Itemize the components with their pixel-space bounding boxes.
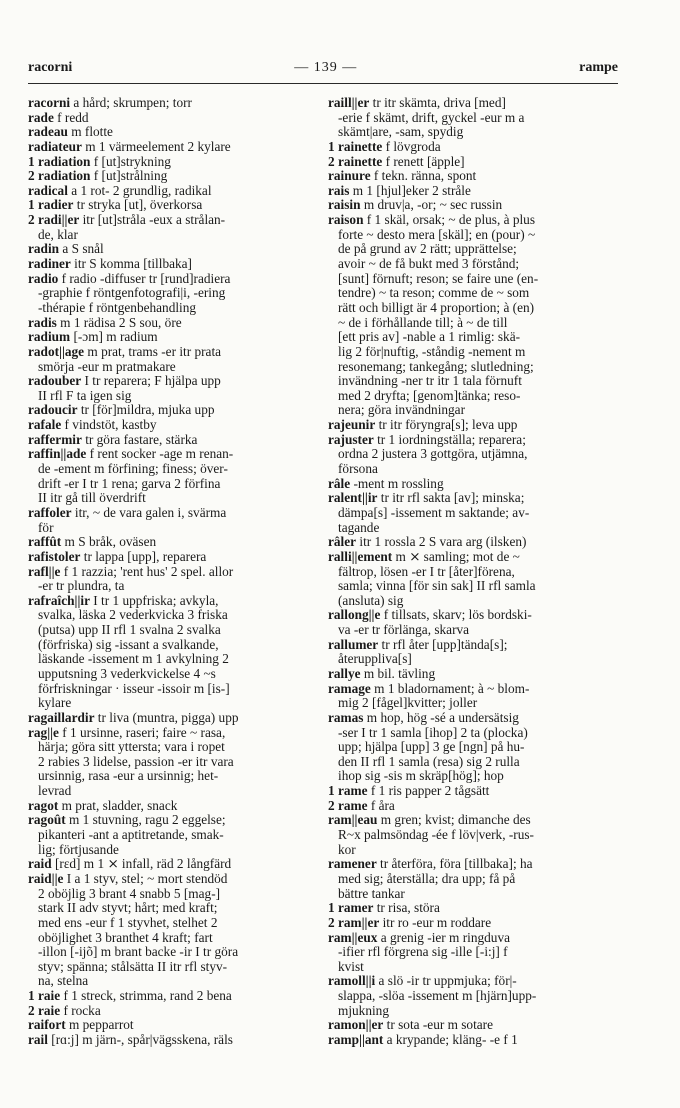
entry-line: [sunt] förnuft; reson; se faire une (en- (338, 271, 539, 286)
entry-line: raffin||ade f rent socker -age m renan- (28, 447, 234, 462)
entry-line: med 2 dryfta; [genom]tänka; reso- (338, 388, 521, 403)
entry-line: -erie f skämt, drift, gyckel -eur m a (338, 110, 525, 125)
entry-line: radot||age m prat, trams -er itr prata (28, 344, 222, 359)
entry-line: rallye m bil. tävling (328, 666, 436, 681)
entry-line: radis m 1 rädisa 2 S sou, öre (28, 315, 182, 330)
entry-line: raffoler itr, ~ de vara galen i, svärma (28, 505, 227, 520)
entry-line: radouber I tr reparera; F hjälpa upp (28, 374, 221, 389)
page-header (28, 58, 618, 78)
entry-line: mig 2 [fågel]kvitter; joller (338, 696, 478, 711)
entry-line: ramener tr återföra, föra [tillbaka]; ha (328, 857, 533, 872)
entry-line: de -ement m förfining; finess; över- (38, 462, 228, 477)
entry-line: avoir ~ de få bukt med 3 förstånd; (338, 257, 520, 272)
entry-line: ralent||ir tr itr rfl sakta [av]; minska; (328, 491, 525, 506)
entry-line: drift -er I tr 1 rena; garva 2 förfina (38, 476, 221, 491)
entry-line: bättre tankar (338, 886, 405, 901)
entry-line: 2 ram||er itr ro -eur m roddare (328, 915, 492, 930)
entry-line: radin a S snål (28, 242, 104, 257)
entry-line: ramon||er tr sota -eur m sotare (328, 1018, 494, 1033)
entry-line: ralli||ement m ⨯ samling; mot de ~ (328, 549, 520, 564)
entry-line: rade f redd (28, 110, 89, 125)
entry-line: härja; göra sitt yttersta; vara i ropet (38, 740, 225, 755)
entry-line: 2 rainette f renett [äpple] (328, 154, 465, 169)
entry-line: läskande -issement m 1 avkylning 2 (38, 652, 229, 667)
entry-line: 1 raie f 1 streck, strimma, rand 2 bena (28, 989, 232, 1004)
entry-line: smörja -eur m pratmakare (38, 359, 176, 374)
entry-line: försona (338, 462, 378, 477)
entry-line: styv; spänna; stålsätta II itr rfl styv- (38, 959, 228, 974)
entry-line: na, stelna (38, 974, 89, 989)
entry-line: 1 radier tr stryka [ut], överkorsa (28, 198, 203, 213)
entry-line: radical a 1 rot- 2 grundlig, radikal (28, 183, 212, 198)
page-number: — 139 — (294, 60, 358, 75)
entry-line: -er tr plundra, ta (38, 579, 125, 594)
entry-line: samla; vinna [för sin sak] II rfl samla (338, 579, 536, 594)
entry-line: -thérapie f röntgenbehandling (38, 300, 197, 315)
entry-line: ihop sig -sis m skräp[hög]; hop (338, 769, 504, 784)
entry-line: ~ de i förhållande till; à ~ de till (338, 315, 508, 330)
entry-line: slappa, -slöa -issement m [hjärn]upp- (338, 989, 537, 1004)
entry-line: 2 rame f åra (328, 798, 395, 813)
entry-line: ramas m hop, hög -sé a undersätsig (328, 710, 519, 725)
entry-line: förfriskningar · isseur -issoir m [is-] (38, 681, 230, 696)
entry-line: radoucir tr [för]mildra, mjuka upp (28, 403, 215, 418)
entry-line: 2 rabies 3 lidelse, passion -er itr vara (38, 754, 234, 769)
entry-line: de på grund av 2 rätt; upprättelse; (338, 242, 517, 257)
entry-line: rag||e f 1 ursinne, raseri; faire ~ rasa, (28, 725, 226, 740)
entry-line: rafale f vindstöt, kastby (28, 418, 157, 433)
entry-line: 2 radiation f [ut]strålning (28, 169, 168, 184)
entry-line: kor (338, 842, 356, 857)
entry-line: (ansluta) sig (338, 593, 404, 608)
entry-line: ramp||ant a krypande; kläng- -e f 1 (328, 1033, 518, 1047)
entry-line: II rfl F ta igen sig (38, 388, 132, 403)
entry-line: ram||eau m gren; kvist; dimanche des (328, 813, 531, 828)
entry-line: -ser I tr 1 samla [ihop] 2 ta (plocka) (338, 725, 528, 740)
entry-line: rais m 1 [hjul]eker 2 stråle (328, 183, 471, 198)
entry-line: återuppliva[s] (338, 652, 412, 667)
left-column (28, 96, 316, 1048)
entry-line: dämpa[s] -issement m saktande; av- (338, 505, 530, 520)
entry-line: [ett pris av] -nable a 1 rimlig: skä- (338, 330, 521, 345)
header-right-guide-word: rampe (579, 60, 618, 75)
entry-line: va -er tr förlänga, skarva (338, 623, 470, 638)
entry-line: kvist (338, 959, 364, 974)
entry-line: ramage m 1 bladornament; à ~ blom- (328, 681, 530, 696)
entry-line: -illon [-ijõ] m brant backe -ir I tr göra (38, 945, 239, 960)
entry-line: levrad (38, 784, 72, 799)
entry-line: radio f radio -diffuser tr [rund]radiera (28, 271, 231, 286)
entry-line: de, klar (38, 227, 78, 242)
entry-line: tagande (338, 520, 380, 535)
entry-line: mjukning (338, 1003, 389, 1018)
entry-line: skämt|are, -sam, spydig (338, 125, 464, 140)
entry-line: raffermir tr göra fastare, stärka (28, 432, 198, 447)
entry-line: ramoll||i a slö -ir tr uppmjuka; för|- (328, 974, 517, 989)
entry-line: upp; hjälpa [upp] 3 ge [ngn] på hu- (338, 740, 525, 755)
entry-line: -ifier rfl förgrena sig -ille [-i:j] f (338, 945, 508, 960)
entry-line: raisin m druv|a, -or; ~ sec russin (328, 198, 503, 213)
entry-line: rafl||e f 1 razzia; 'rent hus' 2 spel. allor (28, 564, 234, 579)
entry-line: ragoût m 1 stuvning, ragu 2 eggelse; (28, 813, 226, 828)
entry-line: rallong||e f tillsats, skarv; lös bordski- (328, 608, 532, 623)
entry-line: 2 raie f rocka (28, 1003, 101, 1018)
entry-line: ragot m prat, sladder, snack (28, 798, 178, 813)
entry-line: rajeunir tr itr föryngra[s]; leva upp (328, 418, 518, 433)
entry-line: raffût m S bråk, oväsen (28, 535, 157, 550)
entry-line: radeau m flotte (28, 125, 113, 140)
entry-line: med sig; återställa; dra upp; få på (338, 871, 516, 886)
entry-line: râle -ment m rossling (328, 476, 444, 491)
entry-line: 2 oböjlig 3 brant 4 snabb 5 [mag-] (38, 886, 221, 901)
entry-line: raid [rɛd] m 1 ⨯ infall, räd 2 långfärd (28, 857, 232, 872)
entry-line: lig; förtjusande (38, 842, 119, 857)
entry-line: raill||er tr itr skämta, driva [med] (328, 96, 506, 110)
entry-line: fältrop, lösen -er I tr [åter]förena, (338, 564, 515, 579)
entry-line: upputsning 3 vederkvickelse 4 ~s (38, 666, 216, 681)
entry-line: rainure f tekn. ränna, spont (328, 169, 477, 184)
entry-line: (putsa) upp II rfl 1 svalna 2 svalka (38, 623, 221, 638)
entry-line: pikanteri -ant a aptitretande, smak- (38, 828, 224, 843)
entry-line: 1 radiation f [ut]strykning (28, 154, 171, 169)
entry-line: 1 rainette f lövgroda (328, 139, 441, 154)
entry-line: rajuster tr 1 iordningställa; reparera; (328, 432, 526, 447)
entry-line: rallumer tr rfl åter [upp]tända[s]; (328, 637, 508, 652)
entry-line: -graphie f röntgenfotografi|i, -ering (38, 286, 226, 301)
entry-line: rafraîch||ir I tr 1 uppfriska; avkyla, (28, 593, 219, 608)
entry-line: râler itr 1 rossla 2 S vara arg (ilsken) (328, 535, 527, 550)
entry-line: rafistoler tr lappa [upp], reparera (28, 549, 207, 564)
entry-line: forte ~ desto mera [skäl]; en (pour) ~ (338, 227, 536, 242)
entry-line: resonemang; tankegång; slutledning; (338, 359, 534, 374)
entry-line: oböjlighet 3 branthet 4 kraft; fart (38, 930, 213, 945)
entry-line: ram||eux a grenig -ier m ringduva (328, 930, 510, 945)
entry-line: ursinnig, rasa -eur a ursinnig; het- (38, 769, 219, 784)
entry-line: den II rfl 1 samla (resa) sig 2 rulla (338, 754, 520, 769)
entry-line: tendre) ~ ta reson; comme de ~ som (338, 286, 530, 301)
right-column (328, 96, 616, 1048)
entry-line: svalka, läska 2 vederkvicka 3 friska (38, 608, 228, 623)
entry-line: raison f 1 skäl, orsak; ~ de plus, à plus (328, 213, 536, 228)
entry-line: 1 ramer tr risa, störa (328, 901, 440, 916)
entry-line: ragaillardir tr liva (muntra, pigga) upp (28, 710, 239, 725)
entry-line: radium [-ɔm] m radium (28, 330, 158, 345)
entry-line: II itr gå till överdrift (38, 491, 146, 506)
entry-line: 1 rame f 1 ris papper 2 tågsätt (328, 784, 490, 799)
header-left-guide-word: racorni (28, 60, 73, 75)
entry-line: ordna 2 justera 3 gottgöra, utjämna, (338, 447, 528, 462)
entry-line: med ens -eur f 1 styvhet, stelhet 2 (38, 915, 218, 930)
header-rule (28, 83, 618, 84)
entry-line: radiner itr S komma [tillbaka] (28, 257, 192, 272)
entry-line: rail [rɑ:j] m järn-, spår|vägsskena, räls (28, 1033, 233, 1047)
entry-line: lig 2 för|nuftig, -ståndig -nement m (338, 344, 526, 359)
entry-line: för (38, 520, 54, 535)
entry-line: racorni a hård; skrumpen; torr (28, 96, 192, 110)
entry-line: rätt och billigt är 4 proportion; à (en) (338, 300, 535, 315)
entry-line: invändning -ner tr itr 1 tala förnuft (338, 374, 522, 389)
entry-line: kylare (38, 696, 72, 711)
entry-line: radiateur m 1 värmeelement 2 kylare (28, 139, 231, 154)
entry-line: raifort m pepparrot (28, 1018, 134, 1033)
entry-line: (förfriska) sig -issant a svalkande, (38, 637, 219, 652)
entry-line: stark II adv styvt; hårt; med kraft; (38, 901, 218, 916)
entry-line: raid||e I a 1 styv, stel; ~ mort stendöd (28, 871, 228, 886)
entry-line: 2 radi||er itr [ut]stråla -eux a strålan- (28, 213, 226, 228)
entry-line: nera; göra invändningar (338, 403, 466, 418)
entry-line: R~x palmsöndag -ée f löv|verk, -rus- (338, 828, 534, 843)
